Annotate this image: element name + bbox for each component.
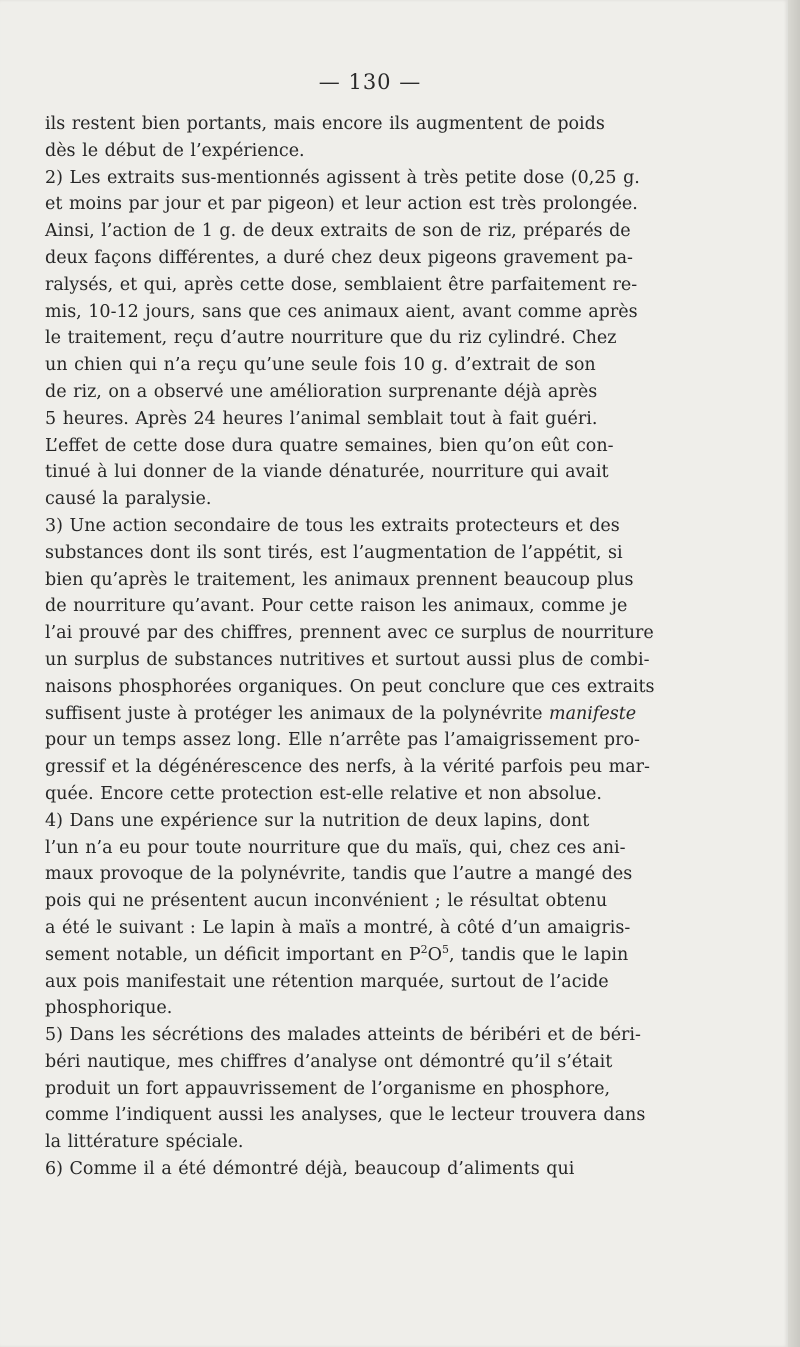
paragraph-3-text-start: 3) Une action secondaire de tous les extraits protecteurs et des substances dont ils sont tirés, est l’augmentation de l’appétit, si bien qu’après le traitement, les animaux prennent beaucoup plus de nourriture qu’avant. Pour cette raison les animaux, comme je l’ai prouvé par des chiffres, prennent avec ce surplus de nourriture un surplus de substances nutritives et surtout aussi plus de combi- naisons phosphorées organiques. On peut conclure que ces extraits suffisent juste à protéger les animaux de la polynévrite: [45, 515, 655, 724]
paragraph-3: [45, 513, 697, 808]
paragraph-6: 6) Comme il a été démontré déjà, beaucoup d’aliments qui: [45, 1159, 575, 1180]
paragraph-3-italic-word: manifeste: [548, 703, 637, 724]
paragraph-4-superscript-2: 2: [420, 942, 428, 956]
paragraph-4-text-mid: O: [427, 944, 442, 965]
paragraph-2: 2) Les extraits sus-mentionnés agissent à très petite dose (0,25 g. et moins par jour et par pigeon) et leur action est très prolongée. Ainsi, l’action de 1 g. de deux extraits de son de riz, préparés de deux façons différentes, a duré chez deux pigeons gravement pa- ralysés, et qui, après cette dose, semblaient être parfaitement re- mis, 10-12 jours, sans que ces animaux aient, avant comme après le traitement, reçu d’autre nourriture que du riz cylindré. Chez un chien qui n’a reçu qu’une seule fois 10 g. d’extrait de son de riz, on a observé une amélioration surprenante déjà après 5 heures. Après 24 heures l’animal semblait tout à fait guéri. L’effet de cette dose dura quatre semaines, bien qu’on eût con- tinué à lui donner de la viande dénaturée, nourriture qui avait causé la paralysie.: [45, 167, 640, 510]
paragraph-continued: ils restent bien portants, mais encore ils augmentent de poids dès le début de l’expérience.: [45, 114, 605, 161]
body-text: [45, 111, 697, 1183]
paragraph-4-superscript-5: 5: [442, 942, 449, 956]
page-number: — 130 —: [318, 70, 422, 94]
paragraph-4: [45, 808, 697, 1022]
paragraph-4-text-end: , tandis que le lapin aux pois manifestait une rétention marquée, surtout de l’acide phosphorique.: [45, 944, 629, 1019]
paragraph-4-text-start: 4) Dans une expérience sur la nutrition de deux lapins, dont l’un n’a eu pour toute nourriture que du maïs, qui, chez ces ani- maux provoque de la polynévrite, tandis que l’autre a mangé des pois qui ne présentent aucun inconvénient ; le résultat obtenu a été le suivant : Le lapin à maïs a montré, à côté d’un amaigris- sement notable, un déficit important en P: [45, 810, 633, 965]
paragraph-3-text-end: pour un temps assez long. Elle n’arrête pas l’amaigrissement pro- gressif et la dégénérescence des nerfs, à la vérité parfois peu mar- quée. Encore cette protection est-elle relative et non absolue.: [45, 730, 650, 804]
paragraph-5: 5) Dans les sécrétions des malades atteints de béribéri et de béri- béri nautique, mes chiffres d’analyse ont démontré qu’il s’était produit un fort appauvrissement de l’organisme en phosphore, comme l’indiquent aussi les analyses, que le lecteur trouvera dans la littérature spéciale.: [45, 1025, 646, 1153]
page-edge: [788, 0, 800, 1347]
